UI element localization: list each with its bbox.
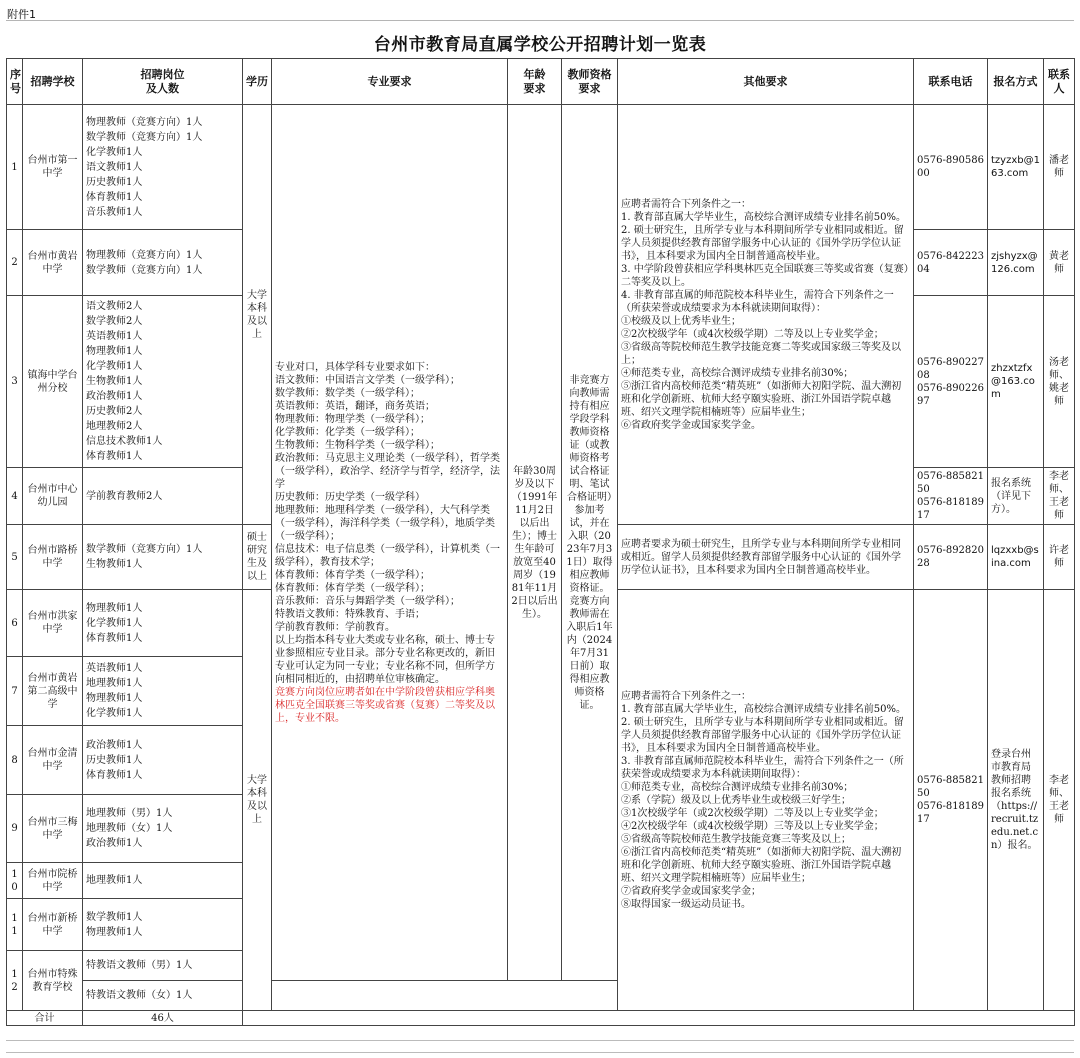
- row-school: 台州市中心幼儿园: [23, 468, 83, 525]
- header-apply: 报名方式: [988, 59, 1044, 105]
- major-red-note: 竞赛方向岗位应聘者如在中学阶段曾获相应学科奥林匹克全国联赛三等奖或省赛（复赛）二等奖及以上，专业不限。: [275, 686, 495, 724]
- page-title: 台州市教育局直属学校公开招聘计划一览表: [373, 35, 707, 55]
- edu-cell-c: 大学本科及以上: [243, 590, 272, 1011]
- row-apply: lqzxxb@sina.com: [988, 525, 1044, 590]
- row-contact: 黄老师: [1044, 230, 1075, 296]
- row-contact: 汤老师、姚老师: [1044, 296, 1075, 468]
- row-phone: 0576-89022708 0576-89022697: [914, 296, 988, 468]
- row-positions: 地理教师1人: [83, 863, 243, 899]
- age-cell: 年龄30周岁及以下（1991年11月2日以后出生）；博士生年龄可放宽至40周岁（1981年11月2日以后出生）。: [508, 105, 562, 981]
- edu-cell-a: 大学本科及以上: [243, 105, 272, 525]
- row-school: 台州市院桥中学: [23, 863, 83, 899]
- row-seq: 9: [7, 795, 23, 863]
- header-age: 年龄 要求: [508, 59, 562, 105]
- row-phone: 0576-88582150 0576-81818917: [914, 468, 988, 525]
- header-other: 其他要求: [618, 59, 914, 105]
- header-row: [7, 59, 1075, 105]
- row-positions: 物理教师1人 化学教师1人 体育教师1人: [83, 590, 243, 657]
- row-positions: 数学教师（竞赛方向）1人 生物教师1人: [83, 525, 243, 590]
- row-seq: 5: [7, 525, 23, 590]
- row-positions: 政治教师1人 历史教师1人 体育教师1人: [83, 726, 243, 795]
- row-seq: 2: [7, 230, 23, 296]
- row-phone: 0576-89058600: [914, 105, 988, 230]
- header-major: 专业要求: [272, 59, 508, 105]
- row-school: 台州市新桥中学: [23, 899, 83, 951]
- row-school: 台州市特殊教育学校: [23, 951, 83, 1011]
- row-positions: 学前教育教师2人: [83, 468, 243, 525]
- header-edu: 学历: [243, 59, 272, 105]
- header-cert: 教师资格 要求: [562, 59, 618, 105]
- header-school: 招聘学校: [23, 59, 83, 105]
- row-school: 台州市黄岩中学: [23, 230, 83, 296]
- row-seq: 7: [7, 657, 23, 726]
- row-phone: 0576-89282028: [914, 525, 988, 590]
- row-phone: 0576-84222304: [914, 230, 988, 296]
- other-cell-a: 应聘者需符合下列条件之一： 1. 教育部直属大学毕业生，高校综合测评成绩专业排名前50%。 2. 硕士研究生，且所学专业与本科期间所学专业相同或相近。留学人员须提供经教育部留学服务中心认证的《国外学历学位认证书》，且本科要求为国内全日制普通高校毕业。 3. 中学阶段曾获相应学科奥林匹克全国联赛三等奖或省赛（复赛）二等奖及以上。 4. 非教育部直属的师范院校本科毕业生，需符合下列条件之一（所获荣誉或成绩要求为本科就读期间取得）： ①校级及以上优秀毕业生； ②2次校级学年（或4次校级学期）二等及以上专业奖学金； ③省级高等院校师范生教学技能竞赛二等奖或国家级三等奖及以上； ④师范类专业，高校综合测评成绩专业排名前30%； ⑤浙江省内高校师范类“精英班”（如浙师大初阳学院、温大溯初班和化学创新班、杭师大经亨颐实验班、浙江外国语学院卓越班、绍兴文理学院相楠班等）应届毕业生； ⑥省政府奖学金或国家奖学金。: [618, 105, 914, 525]
- row-seq: 3: [7, 296, 23, 468]
- row-positions: 特教语文教师（男）1人: [83, 951, 243, 981]
- row-apply: 报名系统（详见下方）。: [988, 468, 1044, 525]
- row-positions: 地理教师（男）1人 地理教师（女）1人 政治教师1人: [83, 795, 243, 863]
- shared-contact: 李老师、王老师: [1044, 590, 1075, 1011]
- row-seq: 12: [7, 951, 23, 1011]
- row-school: 台州市金清中学: [23, 726, 83, 795]
- header-positions: 招聘岗位 及人数: [83, 59, 243, 105]
- major-cell: [272, 105, 508, 981]
- major-text: 专业对口，具体学科专业要求如下： 语文教师：中国语言文学类（一级学科）； 数学教师：数学类（一级学科）； 英语教师：英语，翻译，商务英语； 物理教师：物理学类（一级学科）； 化学教师：化学类（一级学科）； 生物教师：生物科学类（一级学科）； 政治教师：马克思主义理论类（一级学科），哲学类（一级学科），政治学、经济学与哲学，经济学，法学 历史教师：历史学类（一级学科） 地理教师：地理科学类（一级学科），大气科学类（一级学科），海洋科学类（一级学科），地质学类（一级学科）； 信息技术：电子信息类（一级学科），计算机类（一级学科），教育技术学； 体育教师：体育学类（一级学科）； 体育教师：体育学类（一级学科）； 音乐教师：音乐与舞蹈学类（一级学科）； 特教语文教师：特殊教育、手语； 学前教育教师：学前教育。 以上均指本科专业大类或专业名称，硕士、博士专业参照相应专业目录。部分专业名称更改的，新旧专业可认定为同一专业；专业名称不同，但所学方向相同相近的，由招聘单位审核确定。: [275, 361, 500, 685]
- row-seq: 10: [7, 863, 23, 899]
- edu-cell-b: 硕士研究生及以上: [243, 525, 272, 590]
- shared-phone: 0576-88582150 0576-81818917: [914, 590, 988, 1011]
- row-school: 台州市第一中学: [23, 105, 83, 230]
- top-rule: [6, 20, 1074, 21]
- row-seq: 6: [7, 590, 23, 657]
- row-school: 台州市洪家中学: [23, 590, 83, 657]
- row-school: 台州市黄岩第二高级中学: [23, 657, 83, 726]
- table-row: [7, 105, 1075, 230]
- row-apply: tzyzxb@163.com: [988, 105, 1044, 230]
- header-contact: 联系 人: [1044, 59, 1075, 105]
- row-apply: zhzxtzfx@163.com: [988, 296, 1044, 468]
- other-cell-b: 应聘者要求为硕士研究生，且所学专业与本科期间所学专业相同或相近。留学人员须提供经教育部留学服务中心认证的《国外学历学位认证书》，且本科要求为国内全日制普通高校毕业。: [618, 525, 914, 590]
- row-positions: 语文教师2人 数学教师2人 英语教师1人 物理教师1人 化学教师1人 生物教师1人 政治教师1人 历史教师2人 地理教师2人 信息技术教师1人 体育教师1人: [83, 296, 243, 468]
- row-apply: zjshyzx@126.com: [988, 230, 1044, 296]
- bottom-rule-2: [6, 1052, 1074, 1053]
- header-phone: 联系电话: [914, 59, 988, 105]
- total-filler: [243, 1011, 1075, 1026]
- row-school: 镇海中学台州分校: [23, 296, 83, 468]
- total-value: 46人: [83, 1011, 243, 1026]
- row-positions-2: 特教语文教师（女）1人: [83, 981, 243, 1011]
- attachment-label: 附件1: [7, 8, 36, 21]
- row-seq: 1: [7, 105, 23, 230]
- shared-apply: 登录台州市教育局教师招聘报名系统（https://recruit.tzedu.net.cn）报名。: [988, 590, 1044, 1011]
- total-label: 合计: [7, 1011, 83, 1026]
- row-contact: 许老师: [1044, 525, 1075, 590]
- row-seq: 4: [7, 468, 23, 525]
- other-cell-c: 应聘者需符合下列条件之一： 1. 教育部直属大学毕业生，高校综合测评成绩专业排名前50%。 2. 硕士研究生，且所学专业与本科期间所学专业相同或相近。留学人员须提供经教育部留学服务中心认证的《国外学历学位认证书》，且本科要求为国内全日制普通高校毕业。 3. 非教育部直属师范院校本科毕业生，需符合下列条件之一（所获荣誉或成绩要求为本科就读期间取得）： ①师范类专业，高校综合测评成绩专业排名前30%； ②系（学院）级及以上优秀毕业生或校级三好学生； ③1次校级学年（或2次校级学期）二等及以上专业奖学金； ④2次校级学年（或4次校级学期）三等及以上专业奖学金； ⑤省级高等院校师范生教学技能竞赛三等奖及以上； ⑥浙江省内高校师范类“精英班”（如浙师大初阳学院、温大溯初班和化学创新班、杭师大经亨颐实验班、浙江外国语学院卓越班、绍兴文理学院相楠班等）应届毕业生； ⑦省政府奖学金或国家奖学金； ⑧取得国家一级运动员证书。: [618, 590, 914, 1011]
- row-positions: 物理教师（竞赛方向）1人 数学教师（竞赛方向）1人 化学教师1人 语文教师1人 历史教师1人 体育教师1人 音乐教师1人: [83, 105, 243, 230]
- row-school: 台州市路桥中学: [23, 525, 83, 590]
- row-positions: 物理教师（竞赛方向）1人 数学教师（竞赛方向）1人: [83, 230, 243, 296]
- recruitment-table: [6, 58, 1075, 1026]
- row-seq: 11: [7, 899, 23, 951]
- row-positions: 英语教师1人 地理教师1人 物理教师1人 化学教师1人: [83, 657, 243, 726]
- header-seq: 序号: [7, 59, 23, 105]
- row-seq: 8: [7, 726, 23, 795]
- cert-cell: 非竞赛方向教师需持有相应学段学科教师资格证（或教师资格考试合格证明、笔试合格证明）参加考试，并在入职（2023年7月31日）取得相应教师资格证。 竞赛方向教师需在入职后1年内（2024年7月31日前）取得相应教师资格证。: [562, 105, 618, 981]
- row-contact: 李老师、王老师: [1044, 468, 1075, 525]
- row-positions: 数学教师1人 物理教师1人: [83, 899, 243, 951]
- total-row: [7, 1011, 1075, 1026]
- bottom-rule: [6, 1040, 1074, 1041]
- row-contact: 潘老师: [1044, 105, 1075, 230]
- row-school: 台州市三梅中学: [23, 795, 83, 863]
